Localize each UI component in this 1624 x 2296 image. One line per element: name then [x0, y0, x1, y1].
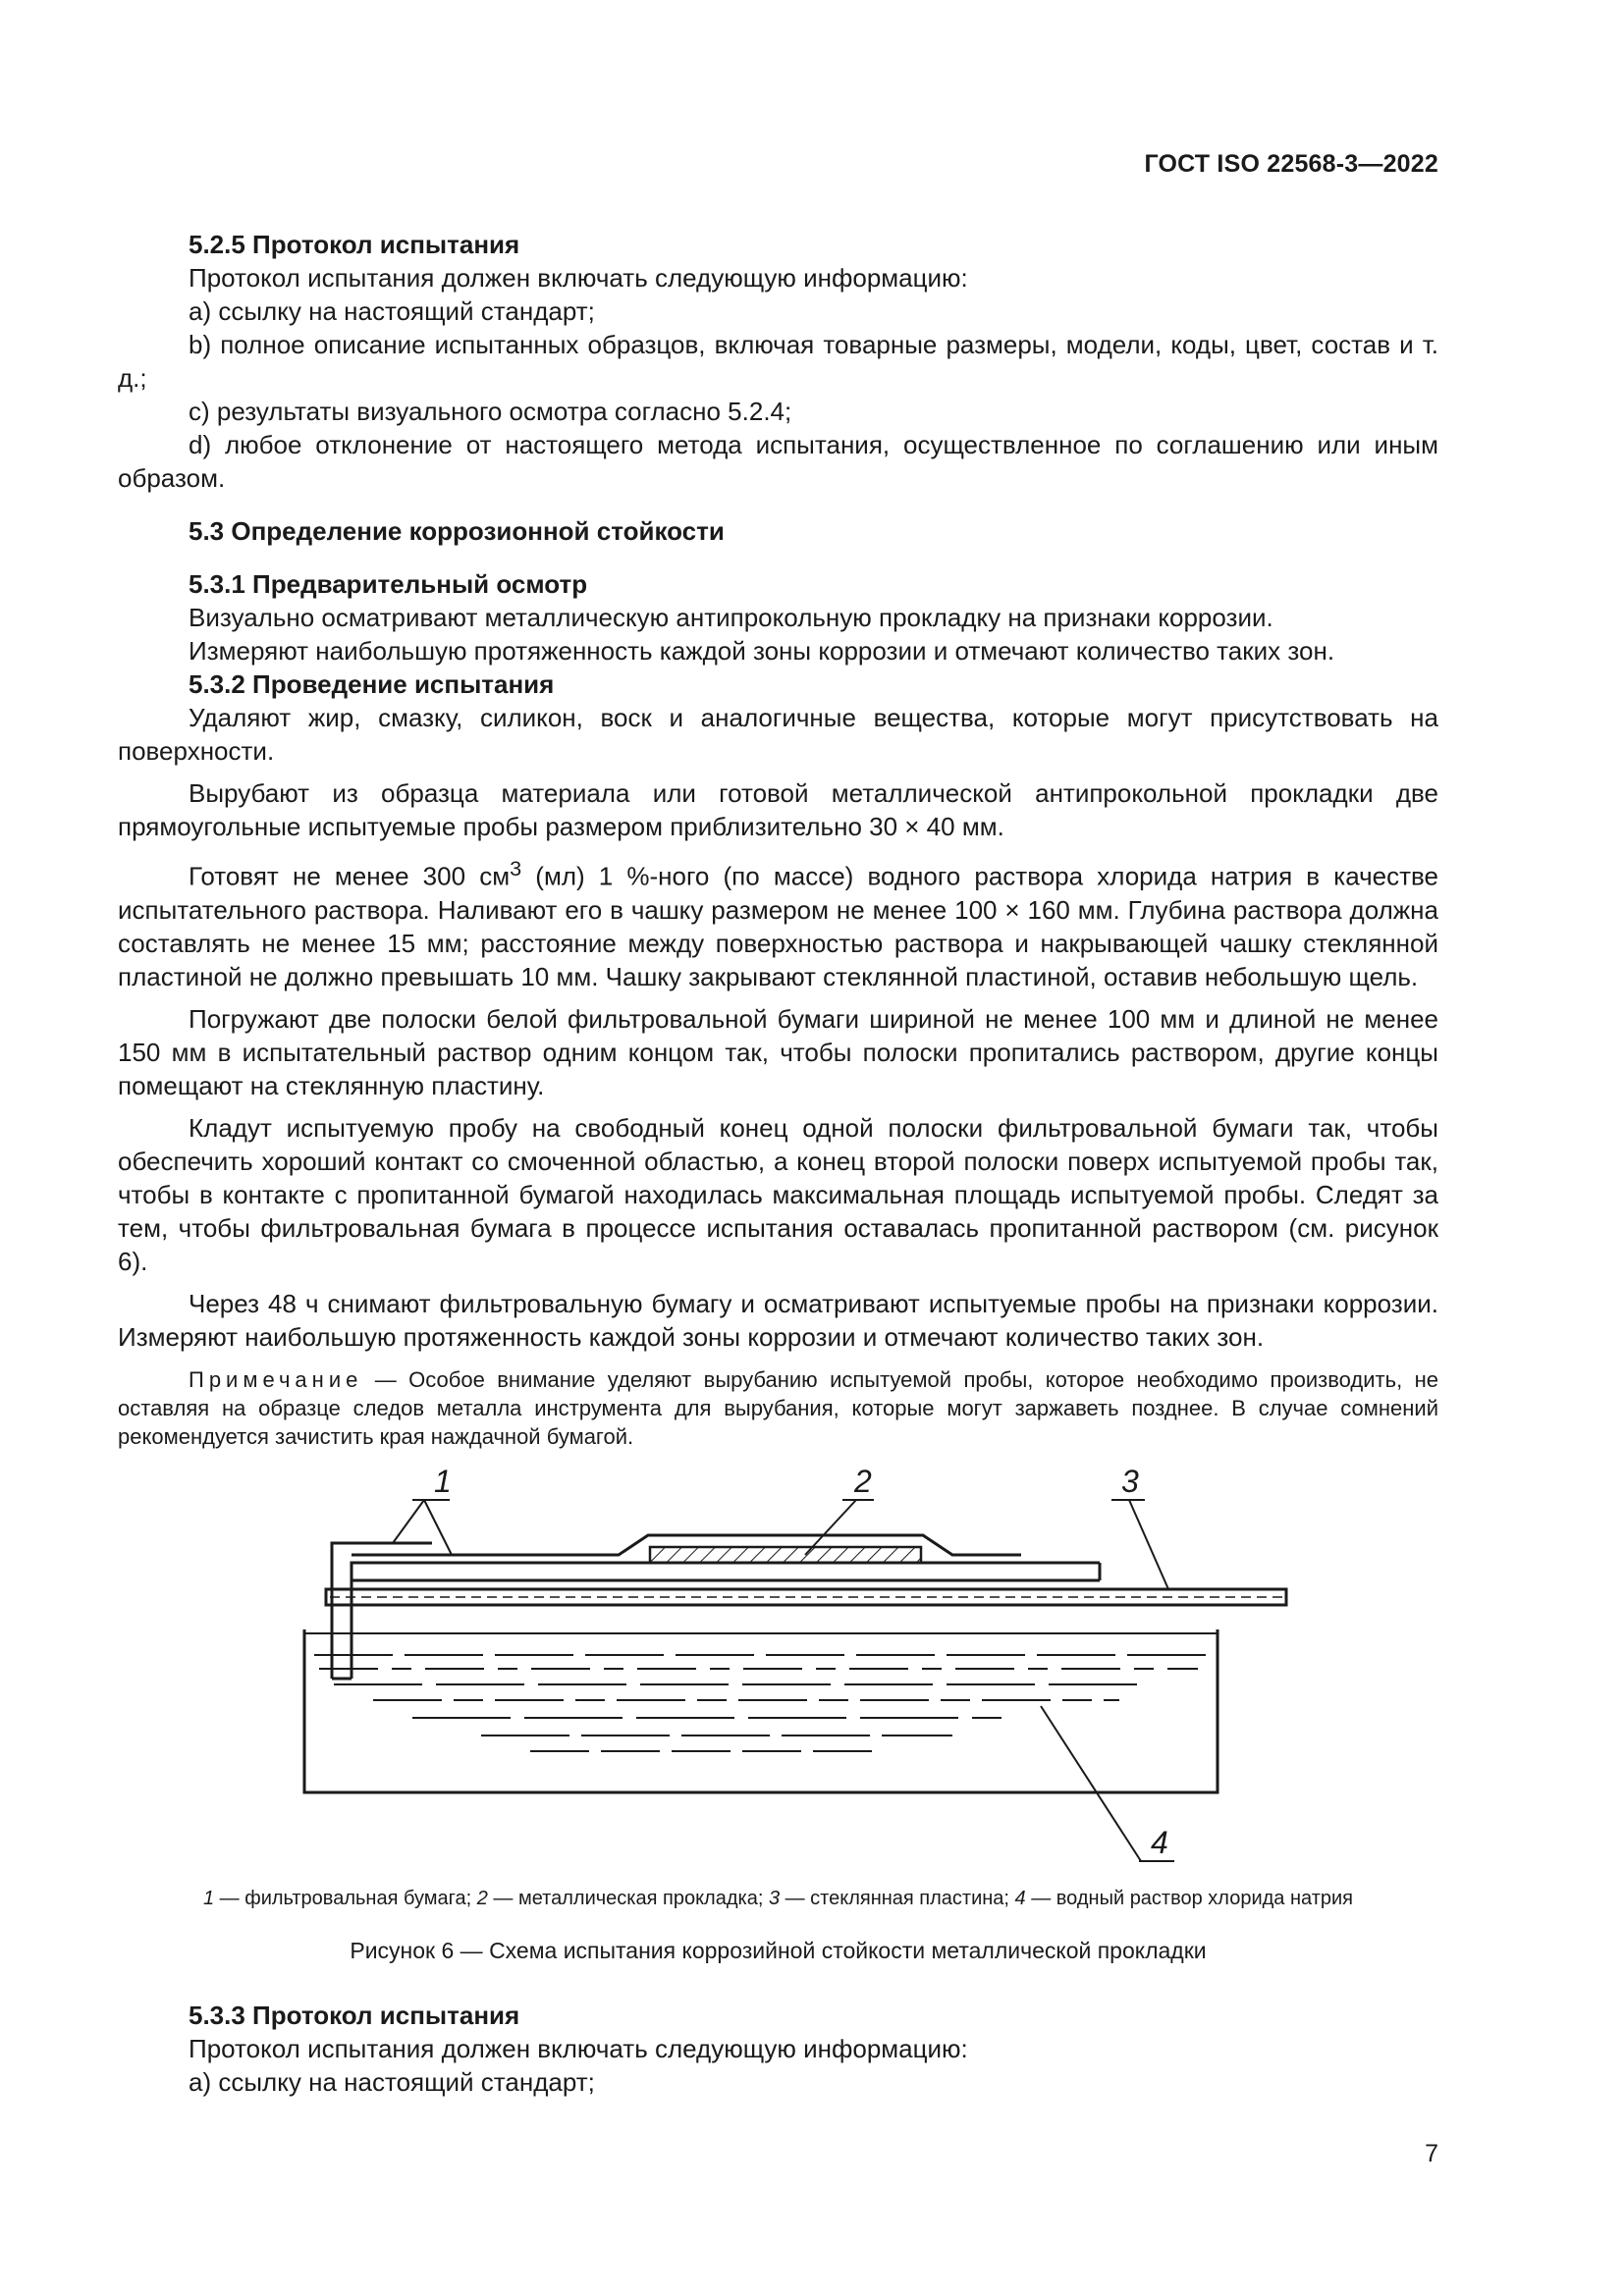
list-item-c: c) результаты визуального осмотра согласно 5.2.4; [189, 397, 792, 426]
test-setup-drawing [118, 1461, 1438, 1883]
list-item-a: a) ссылку на настоящий стандарт; [189, 296, 595, 326]
section-5-3-1-para-2: Измеряют наибольшую протяженность каждой зоны коррозии и отмечают количество таких зон. [189, 636, 1335, 666]
section-5-3-3-intro: Протокол испытания должен включать следующую информацию: [189, 2033, 968, 2063]
section-5-3-3-item-a: a) ссылку на настоящий стандарт; [189, 2066, 595, 2097]
section-5-3-2-para-4: Погружают две полоски белой фильтровальной бумаги шириной не менее 100 мм и длиной не менее 150 мм в испытательный раствор одним концом так, чтобы полоски пропитались раствором, другие концы помещают на стеклянную пластину. [118, 1003, 1438, 1100]
note-text: — Особое внимание уделяют вырубанию испытуемой пробы, которое необходимо производить, не оставляя на образце следов металла инструмента для вырубания, которые могут заржаветь позднее. В случае сомнений рекомендуется зачистить края наждачной бумагой. [118, 1366, 1438, 1449]
section-5-3-2-para-1: Удаляют жир, смазку, силикон, воск и аналогичные вещества, которые могут присутствовать на поверхности. [118, 703, 1438, 766]
legend-num-2: 2 [476, 1887, 488, 1909]
list-item-d: d) любое отклонение от настоящего метода испытания, осуществленное по соглашению или иным образом. [118, 430, 1438, 493]
section-5-3-2-para-5: Кладут испытуемую пробу на свободный конец одной полоски фильтровальной бумаги так, чтобы обеспечить хороший контакт со смоченной областью, а конец второй полоски поверх испытуемой пробы так, чтобы в контакте с пропитанной бумагой находилась максимальная площадь испытуемой пробы. Следят за тем, чтобы фильтровальная бумага в процессе испытания оставалась пропитанной раствором (см. рисунок 6). [118, 1112, 1438, 1276]
solution-dashes [314, 1655, 1208, 1751]
section-5-3-2-para-3 [118, 852, 1438, 993]
page-content [118, 228, 1438, 2099]
callout-1: 1 [434, 1463, 452, 1499]
superscript-3: 3 [510, 856, 522, 881]
figure-6-diagram [118, 1461, 1438, 1883]
legend-num-1: 1 [203, 1887, 215, 1909]
section-5-3-2-heading: 5.3.2 Проведение испытания [189, 669, 555, 699]
list-item-b: b) полное описание испытанных образцов, включая товарные размеры, модели, коды, цвет, состав и т. д.; [118, 330, 1438, 393]
callout-2: 2 [854, 1463, 872, 1499]
section-5-3-3-heading: 5.3.3 Протокол испытания [189, 2000, 520, 2030]
callout-3: 3 [1121, 1463, 1139, 1499]
note [118, 1365, 1438, 1451]
section-5-3-1-heading: 5.3.1 Предварительный осмотр [189, 569, 588, 599]
legend-num-3: 3 [768, 1887, 781, 1909]
para-3-text-b: (мл) 1 %-ного (по массе) водного раствора хлорида натрия в качестве испытательного раствора. Наливают его в чашку размером не менее 100 × 160 мм. Глубина раствора должна составлять не менее 15 мм; расстояние между поверхностью раствора и накрывающей чашку стеклянной пластиной не должно превышать 10 мм. Чашку закрывают стеклянной пластиной, оставив небольшую щель. [118, 861, 1438, 991]
standard-code-header: ГОСТ ISO 22568-3—2022 [1144, 150, 1438, 178]
page-number: 7 [1425, 2140, 1438, 2167]
section-5-3-heading: 5.3 Определение коррозионной стойкости [189, 516, 725, 546]
note-label: Примечание [189, 1366, 363, 1392]
legend-text-4: — водный раствор хлорида натрия [1025, 1887, 1353, 1909]
figure-legend [118, 1885, 1438, 1912]
legend-text-1: — фильтровальная бумага; [214, 1887, 477, 1909]
metal-sample [650, 1547, 921, 1563]
section-5-2-5-intro: Протокол испытания должен включать следующую информацию: [189, 263, 968, 293]
legend-num-4: 4 [1014, 1887, 1026, 1909]
para-3-text-a: Готовят не менее 300 см [189, 861, 511, 891]
legend-text-3: — стеклянная пластина; [780, 1887, 1015, 1909]
section-5-3-2-para-6: Через 48 ч снимают фильтровальную бумагу и осматривают испытуемые пробы на признаки коррозии. Измеряют наибольшую протяженность каждой зоны коррозии и отмечают количество таких зон. [118, 1288, 1438, 1352]
figure-caption: Рисунок 6 — Схема испытания коррозийной стойкости металлической прокладки [350, 1937, 1207, 1963]
section-5-2-5-heading: 5.2.5 Протокол испытания [189, 230, 520, 259]
section-5-3-1-para-1: Визуально осматривают металлическую антипрокольную прокладку на признаки коррозии. [189, 603, 1273, 632]
section-5-3-2-para-2: Вырубают из образца материала или готовой металлической антипрокольной прокладки две прямоугольные испытуемые пробы размером приблизительно 30 × 40 мм. [118, 778, 1438, 841]
callout-4: 4 [1151, 1824, 1168, 1860]
legend-text-2: — металлическая прокладка; [487, 1887, 769, 1909]
